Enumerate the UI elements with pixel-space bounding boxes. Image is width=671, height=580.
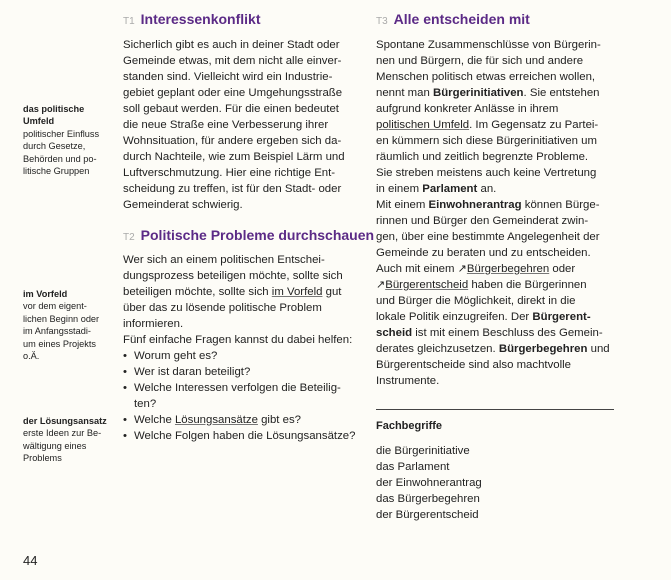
text-fragment: lokale Politik einzugreifen. Der xyxy=(376,311,533,323)
key-term: Einwohnerantrag xyxy=(428,199,522,211)
text-fragment: . Im Gegensatz zu Partei- xyxy=(469,119,599,131)
key-terms-list xyxy=(376,443,482,523)
text-line: gen, über eine bestimmte Angelegenheit der xyxy=(376,231,600,243)
text-fragment: ist mit einem Beschluss des Gemein- xyxy=(412,327,603,339)
margin-term-line: der Lösungsansatz xyxy=(23,416,107,426)
text-line: Bürgerentscheide sind also machtvolle xyxy=(376,359,572,371)
text-fragment: an. xyxy=(477,183,497,195)
text-fragment: nennt man xyxy=(376,87,433,99)
margin-definition xyxy=(23,427,113,464)
key-term-item: der Bürgerentscheid xyxy=(376,509,479,521)
text-fragment: Auch mit einem xyxy=(376,263,458,275)
text-line: informieren. xyxy=(123,318,184,330)
text-line: rinnen und Bürger den Gemeinderat zwin- xyxy=(376,215,589,227)
text-line: Instrumente. xyxy=(376,375,440,387)
arrow-up-right-icon: ↗ xyxy=(376,279,386,291)
question-list xyxy=(123,348,363,444)
key-term-item: das Parlament xyxy=(376,461,450,473)
text-line: die neue Straße eine Verbesserung ihrer xyxy=(123,119,329,131)
margin-term-line: im Vorfeld xyxy=(23,289,68,299)
text-fragment: gibt es? xyxy=(257,414,301,426)
text-fragment: in einem xyxy=(376,183,423,195)
text-line xyxy=(376,117,616,133)
margin-def-line: durch Gesetze, xyxy=(23,141,86,152)
text-line: Gemeinde etwas, mit dem nicht alle einver- xyxy=(123,55,342,67)
text-line: durch Nachteile, wie zum Beispiel Lärm und xyxy=(123,151,345,163)
list-item-continuation: ten? xyxy=(134,398,157,410)
text-fragment: und xyxy=(587,343,610,355)
list-item xyxy=(123,412,363,428)
section-marker: T1 xyxy=(123,16,135,27)
section-title: Politische Probleme durchschauen xyxy=(140,227,375,243)
key-term-item: die Bürgerinitiative xyxy=(376,445,470,457)
text-line xyxy=(376,277,616,293)
text-line: dungsprozess beteiligen möchte, sollte sich xyxy=(123,270,343,282)
key-term: Bürgerinitiativen xyxy=(433,87,524,99)
text-line: standen sind. Vielleicht wird ein Industrie- xyxy=(123,71,333,83)
text-fragment: oder xyxy=(549,263,576,275)
text-line xyxy=(376,85,616,101)
text-line: Menschen politisch etwas erreichen wollen, xyxy=(376,71,596,83)
key-terms-title: Fachbegriffe xyxy=(376,420,443,432)
margin-def-line: o.Ä. xyxy=(23,351,40,362)
text-line xyxy=(376,309,616,325)
arrow-up-right-icon: ↗ xyxy=(457,263,467,275)
text-line: Luftverschmutzung. Hier eine richtige Ent- xyxy=(123,167,336,179)
list-item: • Wer ist daran beteiligt? xyxy=(123,364,363,380)
section-heading-t3 xyxy=(376,11,530,30)
key-term: scheid xyxy=(376,327,413,339)
cross-reference-link-buergerbegehren[interactable]: Bürgerbegehren xyxy=(466,263,550,275)
text-line: Gemeinderat schwierig. xyxy=(123,199,243,211)
margin-def-line: im Anfangsstadi- xyxy=(23,326,91,337)
margin-def-line: Behörden und po- xyxy=(23,153,97,164)
key-term: Bürgerbegehren xyxy=(498,343,588,355)
text-line: und Bürger die Möglichkeit, direkt in die xyxy=(376,295,576,307)
text-line xyxy=(123,284,363,300)
margin-note-loesungsansatz xyxy=(23,415,113,465)
text-line xyxy=(376,197,616,213)
section-t3-paragraph xyxy=(376,37,616,389)
text-line: über das zu lösende politische Problem xyxy=(123,302,322,314)
text-line: scheidung zu treffen, ist für den Stadt- oder xyxy=(123,183,342,195)
text-line: soll gebaut werden. Für die einen bedeutet xyxy=(123,103,339,115)
text-line xyxy=(376,341,616,357)
margin-note-umfeld xyxy=(23,103,113,177)
text-line: Wer sich an einem politischen Entschei- xyxy=(123,254,325,266)
margin-term xyxy=(23,288,113,300)
list-item: • Welche Interessen verfolgen die Beteilig- xyxy=(123,380,363,396)
text-line: Sicherlich gibt es auch in deiner Stadt oder xyxy=(123,39,340,51)
margin-def-line: politischer Einfluss xyxy=(23,128,100,139)
margin-term-line: Umfeld xyxy=(23,116,55,127)
text-line: Sie streben meistens auch keine Vertretung xyxy=(376,167,597,179)
margin-def-line: Problems xyxy=(23,453,62,464)
text-fragment: haben die Bürgerinnen xyxy=(468,279,587,291)
section-heading-t1 xyxy=(123,11,261,30)
text-fragment: Welche xyxy=(134,414,175,426)
text-line: en kümmern sich diese Bürgerinitiativen um xyxy=(376,135,597,147)
margin-def-line: litische Gruppen xyxy=(23,166,90,177)
text-line: Wohnsituation, für andere ergeben sich da- xyxy=(123,135,342,147)
text-line xyxy=(376,181,616,197)
section-t2-paragraph xyxy=(123,252,363,348)
section-t1-paragraph xyxy=(123,37,363,213)
text-line: Spontane Zusammenschlüsse von Bürgerin- xyxy=(376,39,601,51)
text-line: gebiet geplant oder eine Umgehungsstraße xyxy=(123,87,343,99)
glossary-link-umfeld[interactable]: politischen Umfeld xyxy=(376,119,470,131)
text-line: räumlich und zeitlich begrenzte Probleme. xyxy=(376,151,589,163)
margin-def-line: um eines Projekts xyxy=(23,338,97,349)
margin-note-vorfeld xyxy=(23,288,113,362)
key-term: Bürgerent- xyxy=(532,311,591,323)
text-fragment: derates gleichzusetzen. xyxy=(376,343,499,355)
text-fragment: gut xyxy=(322,286,342,298)
text-fragment: . Sie entstehen xyxy=(523,87,600,99)
section-marker: T2 xyxy=(123,232,135,243)
margin-term xyxy=(23,415,113,427)
list-item: • Worum geht es? xyxy=(123,348,363,364)
margin-definition xyxy=(23,300,113,362)
divider xyxy=(376,409,614,410)
margin-def-line: vor dem eigent- xyxy=(23,301,87,312)
margin-term xyxy=(23,103,113,128)
margin-def-line: wältigung eines xyxy=(23,440,87,451)
section-marker: T3 xyxy=(376,16,388,27)
key-term-item: das Bürgerbegehren xyxy=(376,493,480,505)
margin-def-line: lichen Beginn oder xyxy=(23,313,100,324)
text-fragment: beteiligen möchte, sollte sich xyxy=(123,286,272,298)
page-number: 44 xyxy=(23,553,38,568)
section-title: Alle entscheiden mit xyxy=(393,11,530,27)
text-fragment: können Bürge- xyxy=(521,199,600,211)
cross-reference-link-buergerentscheid[interactable]: Bürgerentscheid xyxy=(385,279,469,291)
margin-definition xyxy=(23,128,113,178)
margin-def-line: erste Ideen zur Be- xyxy=(23,428,102,439)
text-line: aufgrund konkreter Anlässe in ihrem xyxy=(376,103,559,115)
glossary-link-loesungsansatz[interactable]: Lösungsansätze xyxy=(174,414,258,426)
text-line: Gemeinde zu beraten und zu entscheiden. xyxy=(376,247,591,259)
text-line xyxy=(376,261,616,277)
key-term: Parlament xyxy=(422,183,478,195)
text-line xyxy=(376,325,616,341)
section-heading-t2 xyxy=(123,227,374,246)
list-item: • Welche Folgen haben die Lösungsansätze? xyxy=(123,428,363,444)
question-intro: Fünf einfache Fragen kannst du dabei helfen: xyxy=(123,334,353,346)
margin-term-line: das politische xyxy=(23,104,85,114)
text-line: nen und Bürgern, die für sich und andere xyxy=(376,55,584,67)
section-title: Interessenkonflikt xyxy=(140,11,261,27)
text-fragment: Mit einem xyxy=(376,199,429,211)
glossary-link-vorfeld[interactable]: im Vorfeld xyxy=(271,286,323,298)
key-term-item: der Einwohnerantrag xyxy=(376,477,482,489)
